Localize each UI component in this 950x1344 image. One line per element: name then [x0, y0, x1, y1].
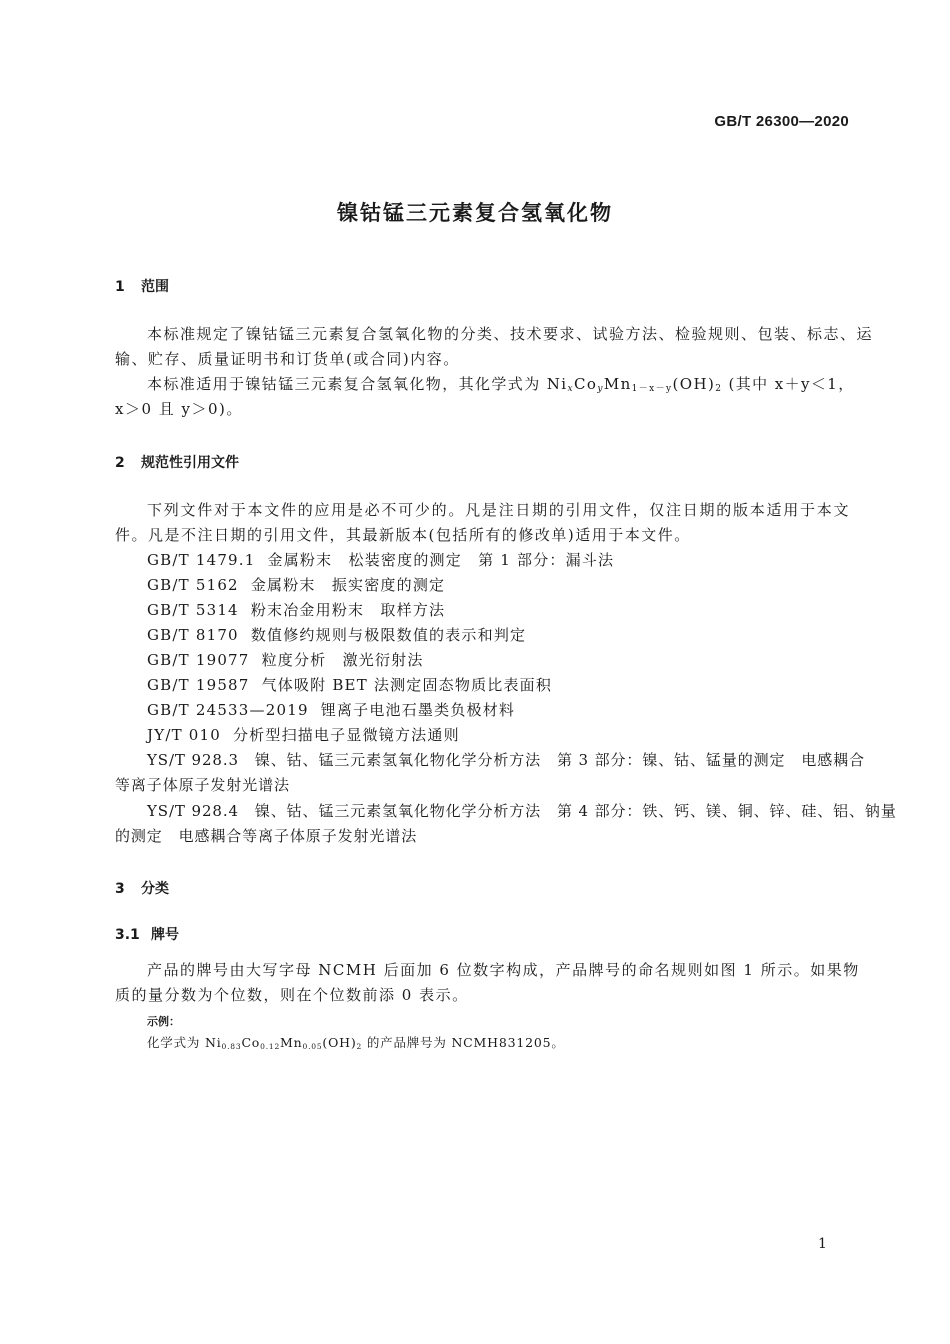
- reference-item-ys-928-3: [115, 748, 865, 798]
- text-line: [115, 372, 855, 397]
- formula-subscript: 0.05: [302, 1042, 323, 1051]
- formula-subscript: 0.12: [260, 1042, 281, 1051]
- text-line: 产品的牌号由大写字母 NCMH 后面加 6 位数字构成，产品牌号的命名规则如图 1 所示。如果物: [147, 961, 860, 979]
- formula-subscript: y: [597, 384, 604, 394]
- reference-title: 粒度分析 激光衍射法: [261, 651, 424, 669]
- reference-code: GB/T 19077: [147, 651, 250, 669]
- scope-paragraph-1: [115, 322, 874, 372]
- text-line: 的测定 电感耦合等离子体原子发射光谱法: [115, 827, 418, 845]
- scope-paragraph-2: [115, 372, 855, 422]
- chemical-formula: [205, 1035, 362, 1050]
- formula-subscript: 1－x－y: [631, 384, 673, 394]
- formula-element: Mn: [280, 1035, 303, 1050]
- reference-code: GB/T 5314: [147, 601, 239, 619]
- formula-element: (OH): [672, 375, 716, 393]
- chemical-formula: [547, 375, 729, 393]
- text-fragment: (其中 x＋y＜1，: [728, 375, 855, 393]
- formula-element: Mn: [603, 375, 632, 393]
- reference-code: GB/T 19587: [147, 676, 250, 694]
- text-line: 质的量分数为个位数，则在个位数前添 0 表示。: [115, 986, 469, 1004]
- reference-item: [147, 573, 445, 598]
- text-line: x＞0 且 y＞0)。: [115, 400, 243, 418]
- text-fragment: 化学式为: [147, 1035, 201, 1050]
- section-title: 分类: [141, 881, 169, 897]
- section-number: 2: [115, 455, 125, 471]
- section-title: 规范性引用文件: [141, 455, 239, 471]
- reference-item: [147, 723, 460, 748]
- reference-code: GB/T 5162: [147, 576, 239, 594]
- section-3-heading: [115, 878, 169, 898]
- subsection-number: 3.1: [115, 927, 140, 943]
- subsection-title: 牌号: [151, 927, 179, 943]
- formula-subscript: 2: [356, 1042, 363, 1051]
- formula-subscript: 0.83: [221, 1042, 242, 1051]
- reference-code: GB/T 8170: [147, 626, 239, 644]
- formula-element: Co: [241, 1035, 261, 1050]
- formula-subscript: x: [567, 384, 574, 394]
- reference-title: 粉末冶金用粉末 取样方法: [250, 601, 446, 619]
- reference-code: GB/T 1479.1: [147, 551, 256, 569]
- reference-title: 锂离子电池石墨类负极材料: [320, 701, 516, 719]
- reference-item: [147, 698, 515, 723]
- standard-code: GB/T 26300—2020: [714, 113, 849, 130]
- section-number: 1: [115, 279, 125, 295]
- reference-title: 气体吸附 BET 法测定固态物质比表面积: [261, 676, 553, 694]
- subsection-3-1-heading: [115, 924, 179, 944]
- page-number: 1: [818, 1236, 827, 1252]
- reference-code: JY/T 010: [147, 726, 221, 744]
- document-title: 镍钴锰三元素复合氢氧化物: [337, 201, 613, 225]
- reference-item: [147, 598, 445, 623]
- reference-code: GB/T 24533—2019: [147, 701, 309, 719]
- text-line: 下列文件对于本文件的应用是必不可少的。凡是注日期的引用文件，仅注日期的版本适用于本文: [147, 501, 850, 519]
- reference-item-ys-928-4: [115, 799, 897, 849]
- text-fragment: 本标准适用于镍钴锰三元素复合氢氧化物，其化学式为: [147, 375, 541, 393]
- text-line: 等离子体原子发射光谱法: [115, 776, 290, 794]
- section-number: 3: [115, 881, 125, 897]
- example-label: 示例：: [147, 1015, 180, 1028]
- example-text: [147, 1033, 565, 1051]
- text-line: 本标准规定了镍钴锰三元素复合氢氧化物的分类、技术要求、试验方法、检验规则、包装、标志、运: [147, 325, 874, 343]
- grade-paragraph: [115, 958, 860, 1008]
- reference-item: [147, 673, 552, 698]
- text-line: YS/T 928.4 镍、钴、锰三元素氢氧化物化学分析方法 第 4 部分：铁、钙、镁、铜、锌、硅、铝、钠量: [147, 802, 897, 820]
- formula-element: Ni: [204, 1035, 222, 1050]
- formula-element: Co: [574, 375, 598, 393]
- reference-title: 金属粉末 松装密度的测定 第 1 部分：漏斗法: [267, 551, 615, 569]
- text-line: YS/T 928.3 镍、钴、锰三元素氢氧化物化学分析方法 第 3 部分：镍、钴、锰量的测定 电感耦合: [147, 751, 865, 769]
- text-fragment: 的产品牌号为 NCMH831205。: [366, 1035, 565, 1050]
- text-line: 输、贮存、质量证明书和订货单(或合同)内容。: [115, 350, 460, 368]
- reference-title: 数值修约规则与极限数值的表示和判定: [250, 626, 527, 644]
- formula-element: (OH): [322, 1035, 357, 1050]
- reference-item: [147, 548, 614, 573]
- section-title: 范围: [141, 279, 169, 295]
- reference-item: [147, 623, 526, 648]
- reference-title: 金属粉末 振实密度的测定: [250, 576, 446, 594]
- text-line: 件。凡是不注日期的引用文件，其最新版本(包括所有的修改单)适用于本文件。: [115, 526, 691, 544]
- section-2-heading: [115, 452, 239, 472]
- refs-intro-paragraph: [115, 498, 850, 548]
- formula-element: Ni: [546, 375, 568, 393]
- reference-item: [147, 648, 424, 673]
- formula-subscript: 2: [715, 384, 723, 394]
- reference-title: 分析型扫描电子显微镜方法通则: [232, 726, 460, 744]
- section-1-heading: [115, 276, 169, 296]
